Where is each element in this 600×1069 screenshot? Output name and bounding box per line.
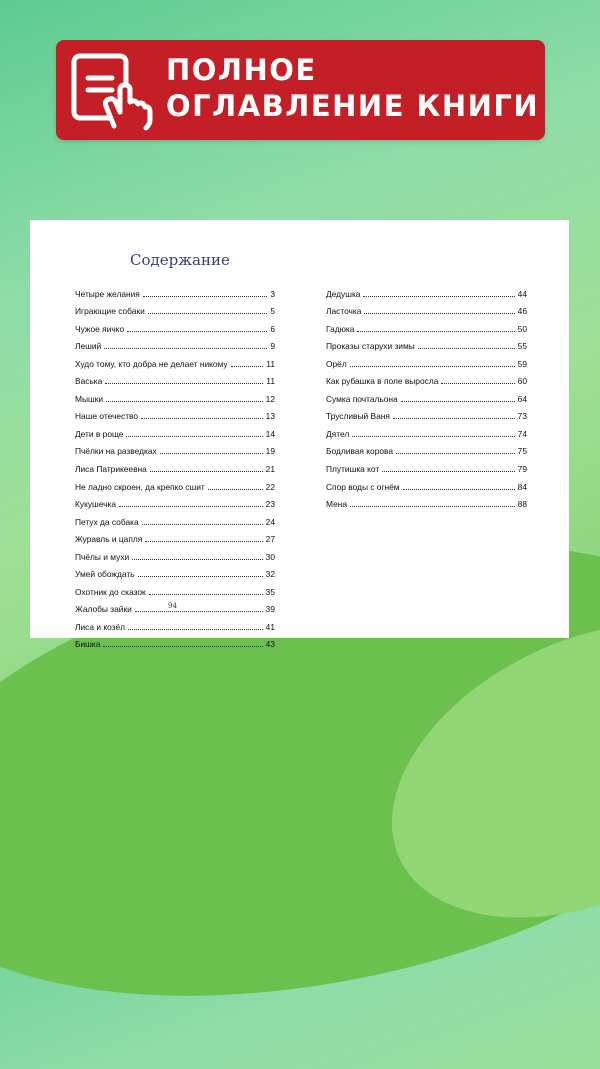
toc-dot-leader	[352, 436, 514, 437]
toc-entry-title: Лиса Патрикеевна	[75, 464, 147, 475]
banner-title-line1: ПОЛНОЕ	[166, 53, 317, 87]
toc-dot-leader	[128, 629, 263, 630]
toc-entry-page: 9	[270, 341, 275, 352]
toc-entry-title: Чужое яичко	[75, 323, 125, 334]
toc-entry-title: Мена	[326, 499, 348, 510]
toc-entry-title: Пчёлки на разведках	[75, 446, 157, 457]
toc-dot-leader	[350, 506, 515, 507]
toc-entry-title: Худо тому, кто добра не делает никому	[75, 358, 228, 369]
toc-entry	[75, 386, 275, 404]
toc-entry-page: 74	[517, 428, 527, 439]
toc-entry-title: Четыре желания	[75, 288, 140, 299]
toc-entry	[75, 316, 275, 334]
toc-entry	[75, 421, 275, 439]
toc-column-right	[326, 281, 527, 509]
toc-entry-title: Кукушечка	[75, 499, 116, 510]
toc-column-left	[75, 281, 275, 649]
toc-entry-title: Леший	[75, 341, 102, 352]
toc-entry	[75, 351, 275, 369]
toc-entry	[326, 369, 527, 387]
toc-dot-leader	[350, 366, 515, 367]
toc-entry-page: 75	[517, 446, 527, 457]
toc-entry	[75, 614, 275, 632]
toc-entry-title: Умей обождать	[75, 569, 135, 580]
toc-entry	[75, 369, 275, 387]
toc-dot-leader	[401, 401, 515, 402]
toc-dot-leader	[126, 436, 262, 437]
toc-dot-leader	[132, 559, 262, 560]
toc-dot-leader	[441, 383, 514, 384]
toc-entry	[326, 281, 527, 299]
toc-entry-page: 32	[265, 569, 275, 580]
toc-dot-leader	[396, 453, 515, 454]
banner-title	[166, 52, 539, 124]
toc-entry-title: Сумка почтальона	[326, 393, 398, 404]
toc-entry	[326, 316, 527, 334]
toc-entry-title: Васька	[75, 376, 103, 387]
toc-entry	[326, 421, 527, 439]
title-banner	[56, 40, 545, 140]
toc-dot-leader	[105, 383, 263, 384]
toc-entry	[326, 334, 527, 352]
toc-dot-leader	[160, 453, 263, 454]
toc-dot-leader	[363, 296, 514, 297]
toc-entry-title: Пчёлы и мухи	[75, 551, 130, 562]
toc-entry-page: 50	[517, 323, 527, 334]
toc-dot-leader	[104, 348, 267, 349]
toc-entry	[75, 492, 275, 510]
toc-dot-leader	[135, 611, 263, 612]
toc-entry	[326, 474, 527, 492]
toc-entry-page: 22	[265, 481, 275, 492]
toc-entry-title: Петух да собака	[75, 516, 139, 527]
toc-entry-page: 11	[266, 358, 275, 369]
toc-dot-leader	[393, 418, 515, 419]
toc-entry	[75, 404, 275, 422]
toc-entry-page: 39	[265, 604, 275, 615]
toc-entry-page: 21	[265, 464, 275, 475]
book-page	[30, 220, 569, 650]
toc-entry-title: Дети в роще	[75, 428, 124, 439]
page-number: 94	[168, 602, 177, 610]
toc-dot-leader	[142, 524, 263, 525]
toc-entry-page: 11	[266, 376, 275, 387]
toc-dot-leader	[364, 313, 514, 314]
toc-dot-leader	[382, 471, 514, 472]
toc-entry	[75, 281, 275, 299]
toc-entry	[75, 509, 275, 527]
toc-dot-leader	[150, 471, 263, 472]
toc-entry-page: 46	[517, 306, 527, 317]
toc-entry-title: Лиса и козёл	[75, 621, 126, 632]
toc-entry-page: 19	[265, 446, 275, 457]
toc-entry-page: 27	[265, 534, 275, 545]
toc-entry-page: 60	[517, 376, 527, 387]
toc-dot-leader	[103, 646, 262, 647]
toc-entry-title: Охотник до сказок	[75, 586, 146, 597]
toc-dot-leader	[231, 366, 264, 367]
toc-entry	[75, 562, 275, 580]
toc-entry-title: Играющие собаки	[75, 306, 145, 317]
toc-entry-page: 84	[517, 481, 527, 492]
toc-entry-title: Бишка	[75, 639, 101, 650]
document-hand-icon	[68, 50, 154, 132]
toc-entry	[326, 351, 527, 369]
toc-entry	[75, 474, 275, 492]
toc-entry-page: 41	[265, 621, 275, 632]
toc-dot-leader	[127, 331, 267, 332]
toc-dot-leader	[357, 331, 514, 332]
toc-entry	[75, 456, 275, 474]
toc-entry-page: 23	[265, 499, 275, 510]
toc-dot-leader	[403, 489, 515, 490]
toc-entry-page: 30	[265, 551, 275, 562]
toc-dot-leader	[148, 313, 268, 314]
toc-entry-title: Журавль и цапля	[75, 534, 143, 545]
toc-dot-leader	[143, 296, 268, 297]
page-heading: Содержание	[130, 251, 230, 269]
toc-entry-page: 88	[517, 499, 527, 510]
toc-entry-page: 59	[517, 358, 527, 369]
toc-entry-title: Ласточка	[326, 306, 362, 317]
toc-dot-leader	[145, 541, 262, 542]
toc-entry-title: Мышки	[75, 393, 104, 404]
toc-entry-title: Гадюка	[326, 323, 355, 334]
toc-entry	[326, 404, 527, 422]
toc-entry-page: 35	[265, 586, 275, 597]
toc-entry-page: 24	[265, 516, 275, 527]
toc-entry-page: 12	[265, 393, 275, 404]
toc-entry-title: Наше отечество	[75, 411, 139, 422]
toc-entry-page: 13	[265, 411, 275, 422]
toc-entry	[326, 299, 527, 317]
toc-dot-leader	[119, 506, 263, 507]
toc-entry	[75, 544, 275, 562]
toc-entry	[75, 579, 275, 597]
toc-entry	[75, 527, 275, 545]
toc-entry	[75, 299, 275, 317]
toc-dot-leader	[418, 348, 515, 349]
toc-entry-title: Проказы старухи зимы	[326, 341, 415, 352]
toc-entry	[75, 632, 275, 650]
toc-entry-title: Спор воды с огнём	[326, 481, 400, 492]
toc-dot-leader	[106, 401, 263, 402]
toc-entry	[326, 456, 527, 474]
toc-entry-title: Жалобы зайки	[75, 604, 132, 615]
toc-entry	[75, 439, 275, 457]
toc-entry-title: Орёл	[326, 358, 347, 369]
toc-entry-page: 79	[517, 464, 527, 475]
toc-entry-page: 64	[517, 393, 527, 404]
toc-entry-page: 14	[265, 428, 275, 439]
toc-entry-page: 73	[517, 411, 527, 422]
toc-entry-page: 3	[270, 288, 275, 299]
toc-entry-title: Бодливая корова	[326, 446, 394, 457]
toc-entry-page: 6	[270, 323, 275, 334]
toc-entry-title: Плутишка кот	[326, 464, 380, 475]
toc-entry-title: Дятел	[326, 428, 350, 439]
toc-dot-leader	[208, 489, 263, 490]
toc-dot-leader	[141, 418, 263, 419]
toc-dot-leader	[149, 594, 263, 595]
toc-entry-page: 43	[265, 639, 275, 650]
toc-entry	[326, 386, 527, 404]
toc-entry-page: 55	[517, 341, 527, 352]
toc-entry-title: Дедушка	[326, 288, 361, 299]
toc-entry	[326, 439, 527, 457]
toc-entry-title: Как рубашка в поле выросла	[326, 376, 439, 387]
toc-entry	[75, 334, 275, 352]
banner-title-line2: ОГЛАВЛЕНИЕ КНИГИ	[166, 89, 540, 123]
toc-dot-leader	[138, 576, 263, 577]
toc-entry-title: Не ладно скроен, да крепко сшит	[75, 481, 205, 492]
toc-entry-page: 5	[270, 306, 275, 317]
toc-entry-page: 44	[517, 288, 527, 299]
toc-entry-title: Трусливый Ваня	[326, 411, 390, 422]
toc-entry	[326, 492, 527, 510]
